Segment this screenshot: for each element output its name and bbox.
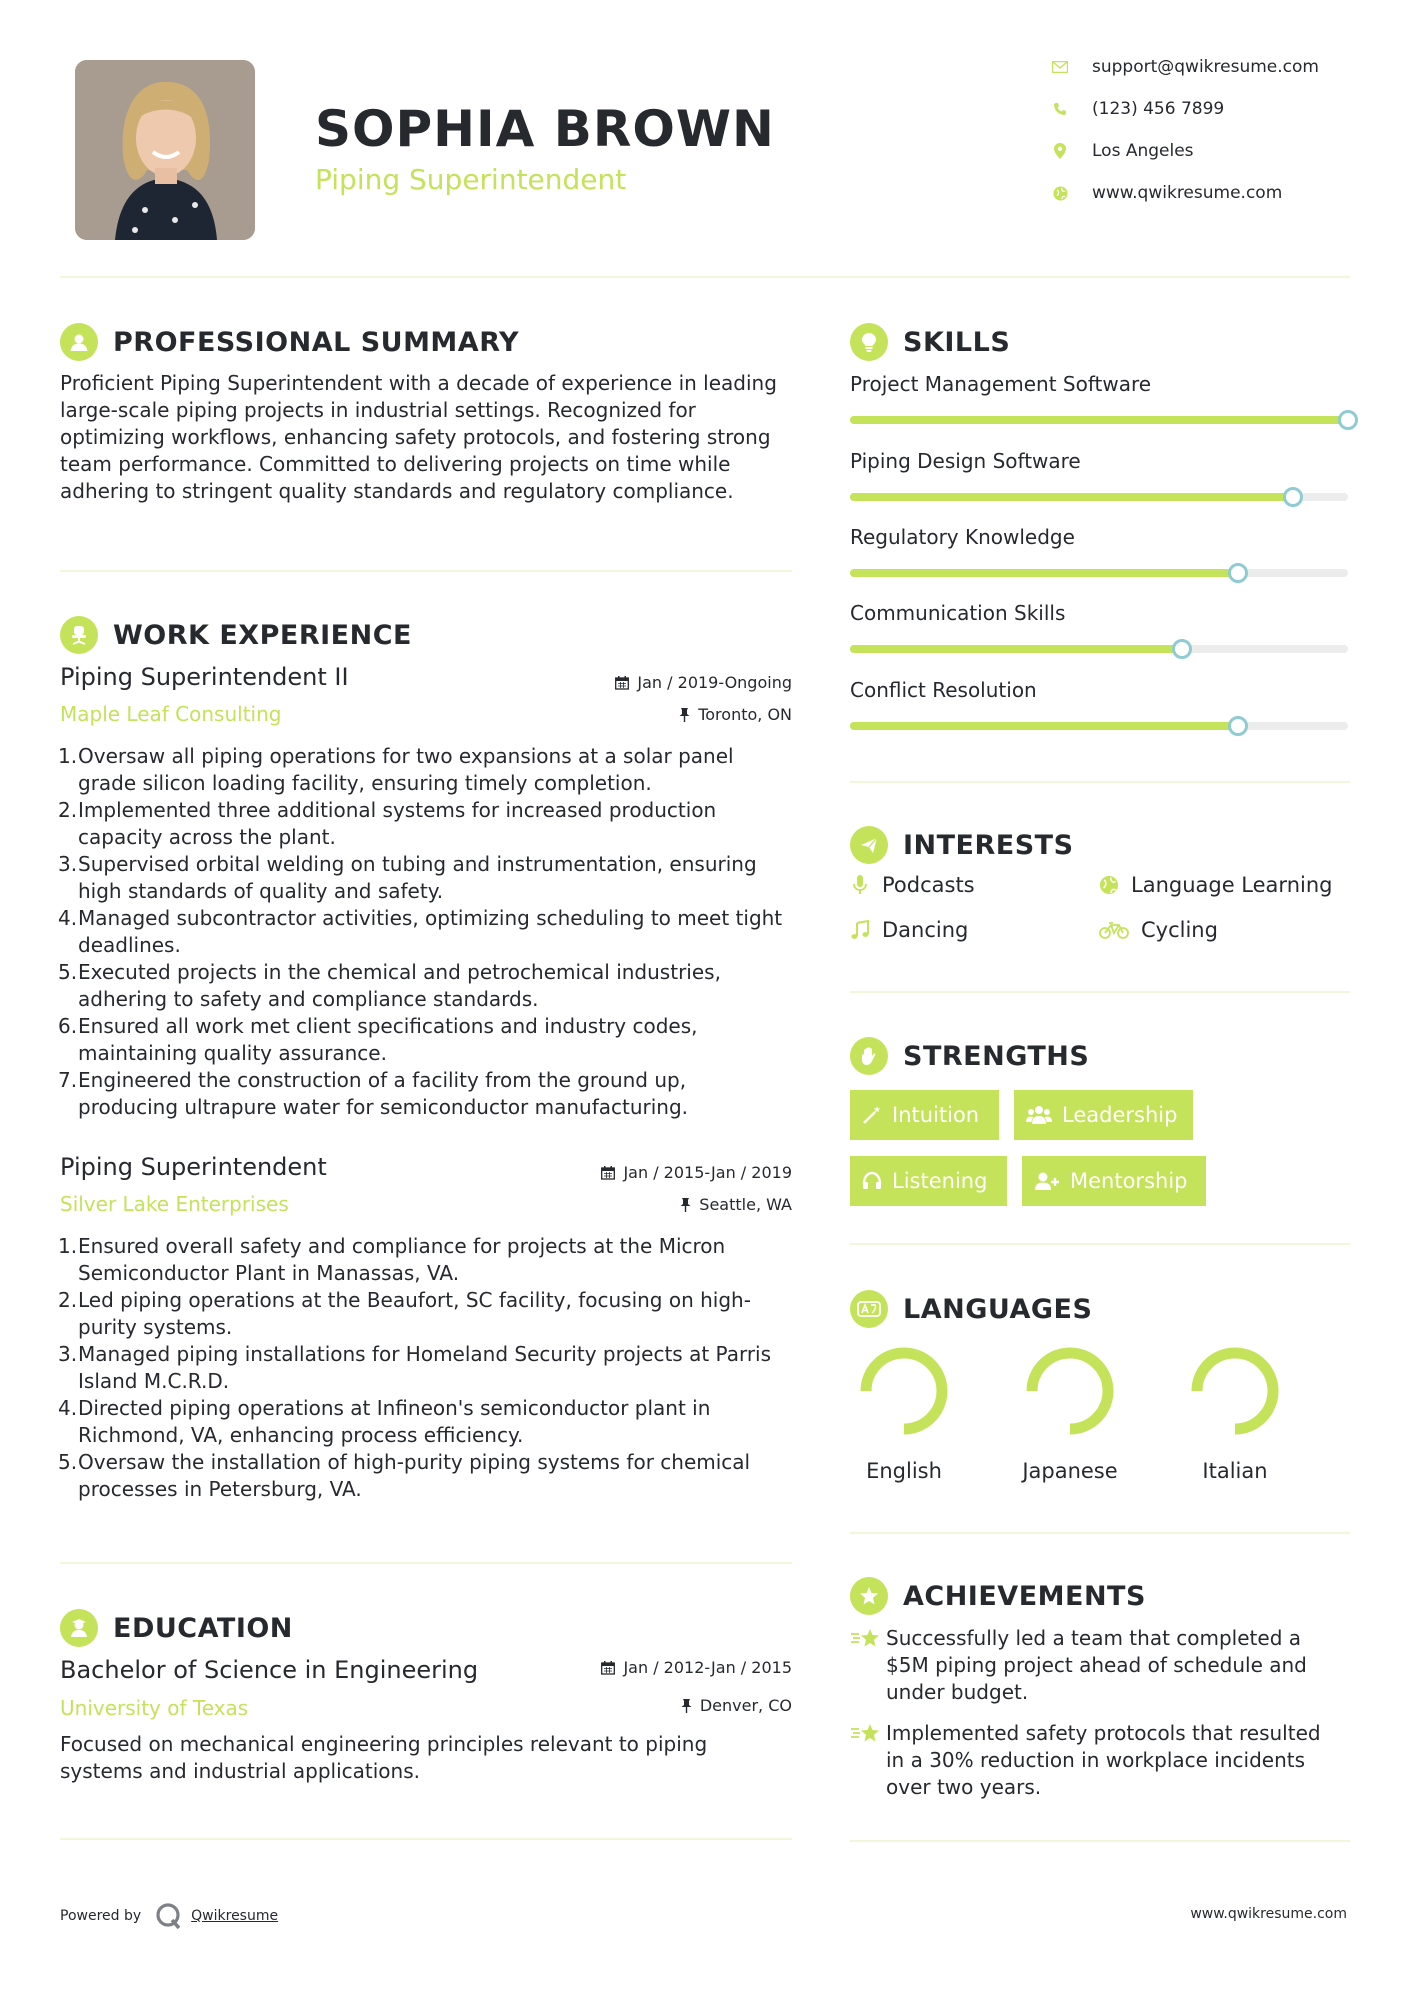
contact-website[interactable]: [1050, 183, 1350, 203]
list-item: 6. Ensured all work met client specifications and industry codes, maintaining quality assurance.: [58, 1014, 698, 1065]
interest-podcasts: [848, 873, 975, 897]
header-divider: [60, 276, 1350, 278]
pin-icon: [680, 1198, 691, 1212]
globe-icon: [1050, 183, 1070, 203]
skill-bar: [850, 569, 1348, 577]
education-dates: [500, 1658, 792, 1677]
powered-by-text: Powered by: [60, 1908, 142, 1924]
magic-wand-icon: [862, 1105, 882, 1125]
summary-text: Proficient Piping Superintendent with a decade of experience in leading large-scale piping projects in industrial settings. Recognized for optimizing workflows, enhancing safety protocols, and fostering strong team performance. Committed to delivering projects on time while adhering to stringent quality standards and regulatory compliance.: [60, 371, 777, 503]
graduate-icon: [60, 1609, 98, 1647]
pin-icon: [679, 708, 690, 722]
skill-bar-fill: [850, 569, 1238, 577]
contact-phone[interactable]: [1050, 99, 1350, 119]
award-icon: [850, 1577, 888, 1615]
languages-title: LANGUAGES: [903, 1293, 1093, 1325]
job-2-location: [500, 1195, 792, 1214]
list-item: 2. Led piping operations at the Beaufort, SC facility, focusing on high-purity systems.: [58, 1288, 751, 1339]
contact-phone-text: (123) 456 7899: [1092, 99, 1225, 119]
microphone-icon: [848, 873, 872, 897]
qwikresume-logo-icon: [155, 1902, 183, 1930]
interests-heading: [850, 826, 1074, 864]
job-1-location: [500, 705, 792, 724]
job-1-dates-text: Jan / 2019-Ongoing: [637, 673, 792, 692]
interest-dancing: [848, 918, 968, 942]
strength-listening: [850, 1156, 1007, 1206]
languages-heading: [850, 1290, 1092, 1328]
bicycle-icon: [1097, 918, 1131, 942]
language-label: English: [866, 1459, 942, 1483]
job-1-duties: [60, 743, 790, 1121]
strength-label: Mentorship: [1070, 1169, 1188, 1193]
experience-divider: [60, 1562, 792, 1564]
list-item: 3. Supervised orbital welding on tubing and instrumentation, ensuring high standards of quality and safety.: [58, 852, 757, 903]
shooting-star-icon: [850, 1625, 886, 1706]
skill-label: Communication Skills: [850, 601, 1066, 625]
education-dates-text: Jan / 2012-Jan / 2015: [623, 1658, 792, 1677]
profile-photo: [75, 60, 255, 240]
skill-bar-knob: [1228, 563, 1248, 583]
skill-label: Conflict Resolution: [850, 678, 1037, 702]
language-label: Japanese: [1022, 1459, 1118, 1483]
job-2-title: Piping Superintendent: [60, 1153, 327, 1181]
footer-powered-by: [60, 1902, 278, 1930]
skill-bar-fill: [850, 645, 1182, 653]
pin-icon: [681, 1699, 692, 1713]
skill-bar-knob: [1338, 410, 1358, 430]
skill-label: Piping Design Software: [850, 449, 1081, 473]
job-1-title: Piping Superintendent II: [60, 663, 349, 691]
skill-bar-knob: [1172, 639, 1192, 659]
interest-label: Dancing: [882, 918, 969, 942]
shooting-star-icon: [850, 1720, 886, 1801]
interest-language-learning: [1097, 873, 1332, 897]
list-item: 2. Implemented three additional systems for increased production capacity across the plant.: [58, 798, 717, 849]
education-location: [500, 1696, 792, 1715]
list-item: 4. Directed piping operations at Infineon's semiconductor plant in Richmond, VA, enhancing process efficiency.: [58, 1396, 711, 1447]
users-icon: [1026, 1105, 1052, 1125]
education-title: EDUCATION: [113, 1612, 293, 1644]
qwikresume-link[interactable]: Qwikresume: [191, 1908, 279, 1924]
language-label: Italian: [1202, 1459, 1268, 1483]
skill-bar: [850, 722, 1348, 730]
calendar-icon: [601, 1166, 615, 1180]
skill-bar: [850, 416, 1348, 424]
education-heading: [60, 1609, 293, 1647]
office-chair-icon: [60, 616, 98, 654]
experience-heading: [60, 616, 412, 654]
language-ring-arc: [1032, 1353, 1108, 1429]
education-school: University of Texas: [60, 1696, 249, 1720]
candidate-role: Piping Superintendent: [315, 163, 627, 196]
list-item: 5. Executed projects in the chemical and petrochemical industries, adhering to safety and compliance standards.: [58, 960, 721, 1011]
job-2-company: Silver Lake Enterprises: [60, 1192, 289, 1216]
achievement-text: Successfully led a team that completed a $5M piping project ahead of schedule and under budget.: [886, 1626, 1307, 1704]
list-item: 7. Engineered the construction of a facility from the ground up, producing ultrapure water for semiconductor manufacturing.: [58, 1068, 689, 1119]
experience-title: WORK EXPERIENCE: [113, 619, 412, 651]
skills-divider: [850, 781, 1350, 783]
contact-email-text: support@qwikresume.com: [1092, 57, 1319, 77]
achievements-divider: [850, 1840, 1350, 1842]
skills-heading: [850, 323, 1010, 361]
skill-bar: [850, 645, 1348, 653]
list-item: 3. Managed piping installations for Homeland Security projects at Parris Island M.C.R.D.: [58, 1342, 772, 1393]
contact-email[interactable]: [1050, 57, 1350, 77]
strength-label: Intuition: [892, 1103, 980, 1127]
job-1-dates: [500, 673, 792, 692]
strength-intuition: [850, 1090, 999, 1140]
contact-website-text: www.qwikresume.com: [1092, 183, 1283, 203]
footer-website[interactable]: www.qwikresume.com: [1190, 1906, 1347, 1922]
location-icon: [1050, 141, 1070, 161]
paper-plane-icon: [850, 826, 888, 864]
list-item: 4. Managed subcontractor activities, optimizing scheduling to meet tight deadlines.: [58, 906, 783, 957]
summary-title: PROFESSIONAL SUMMARY: [113, 326, 520, 358]
achievement-text: Implemented safety protocols that resulted in a 30% reduction in workplace incidents over two years.: [886, 1721, 1321, 1799]
interests-divider: [850, 991, 1350, 993]
strengths-heading: [850, 1037, 1089, 1075]
skill-bar-knob: [1228, 716, 1248, 736]
strength-leadership: [1014, 1090, 1193, 1140]
skill-bar-fill: [850, 416, 1348, 424]
list-item: 1. Ensured overall safety and compliance for projects at the Micron Semiconductor Plant in Manassas, VA.: [58, 1234, 726, 1285]
achievement-item: [850, 1720, 1340, 1801]
skill-bar-fill: [850, 722, 1238, 730]
calendar-icon: [615, 676, 629, 690]
job-2-dates: [500, 1163, 792, 1182]
hand-icon: [850, 1037, 888, 1075]
education-divider: [60, 1838, 792, 1840]
phone-icon: [1050, 99, 1070, 119]
skill-bar: [850, 493, 1348, 501]
interest-cycling: [1097, 918, 1218, 942]
user-plus-icon: [1034, 1171, 1060, 1191]
candidate-name: SOPHIA BROWN: [315, 100, 775, 158]
skill-bar-knob: [1283, 487, 1303, 507]
list-item: 1. Oversaw all piping operations for two expansions at a solar panel grade silicon loading facility, ensuring timely completion.: [58, 744, 734, 795]
language-ring-arc: [1197, 1353, 1273, 1429]
skills-title: SKILLS: [903, 326, 1011, 358]
globe-icon: [1097, 873, 1121, 897]
strengths-title: STRENGTHS: [903, 1040, 1090, 1072]
languages-divider: [850, 1532, 1350, 1534]
skill-bar-fill: [850, 493, 1293, 501]
achievements-heading: [850, 1577, 1146, 1615]
job-1-company: Maple Leaf Consulting: [60, 702, 282, 726]
strength-label: Leadership: [1062, 1103, 1178, 1127]
interest-label: Podcasts: [882, 873, 975, 897]
strength-mentorship: [1022, 1156, 1206, 1206]
summary-divider: [60, 570, 792, 572]
education-text: Focused on mechanical engineering principles relevant to piping systems and industrial applications.: [60, 1732, 708, 1783]
education-degree: Bachelor of Science in Engineering: [60, 1656, 479, 1684]
job-1-location-text: Toronto, ON: [698, 705, 792, 724]
language-ring-italian: [1189, 1345, 1281, 1437]
contact-location-text: Los Angeles: [1092, 141, 1194, 161]
job-2-dates-text: Jan / 2015-Jan / 2019: [623, 1163, 792, 1182]
user-icon: [60, 323, 98, 361]
music-note-icon: [848, 918, 872, 942]
calendar-icon: [601, 1661, 615, 1675]
interest-label: Language Learning: [1131, 873, 1333, 897]
language-ring-english: [858, 1345, 950, 1437]
languages-list: [858, 1345, 1358, 1485]
job-2-location-text: Seattle, WA: [699, 1195, 792, 1214]
summary-heading: [60, 323, 519, 361]
headphones-icon: [862, 1171, 882, 1191]
lightbulb-icon: [850, 323, 888, 361]
language-ring-arc: [866, 1353, 942, 1429]
achievement-item: [850, 1625, 1340, 1706]
achievements-title: ACHIEVEMENTS: [903, 1580, 1146, 1612]
strengths-divider: [850, 1243, 1350, 1245]
strength-label: Listening: [892, 1169, 988, 1193]
skill-label: Regulatory Knowledge: [850, 525, 1075, 549]
mail-icon: [1050, 57, 1070, 77]
interests-title: INTERESTS: [903, 829, 1074, 861]
education-location-text: Denver, CO: [699, 1696, 792, 1715]
contact-location: [1050, 141, 1350, 161]
list-item: 5. Oversaw the installation of high-purity piping systems for chemical processes in Petersburg, VA.: [58, 1450, 751, 1501]
skill-label: Project Management Software: [850, 372, 1152, 396]
job-2-duties: [60, 1233, 790, 1503]
language-icon: [850, 1290, 888, 1328]
language-ring-japanese: [1024, 1345, 1116, 1437]
interest-label: Cycling: [1141, 918, 1218, 942]
